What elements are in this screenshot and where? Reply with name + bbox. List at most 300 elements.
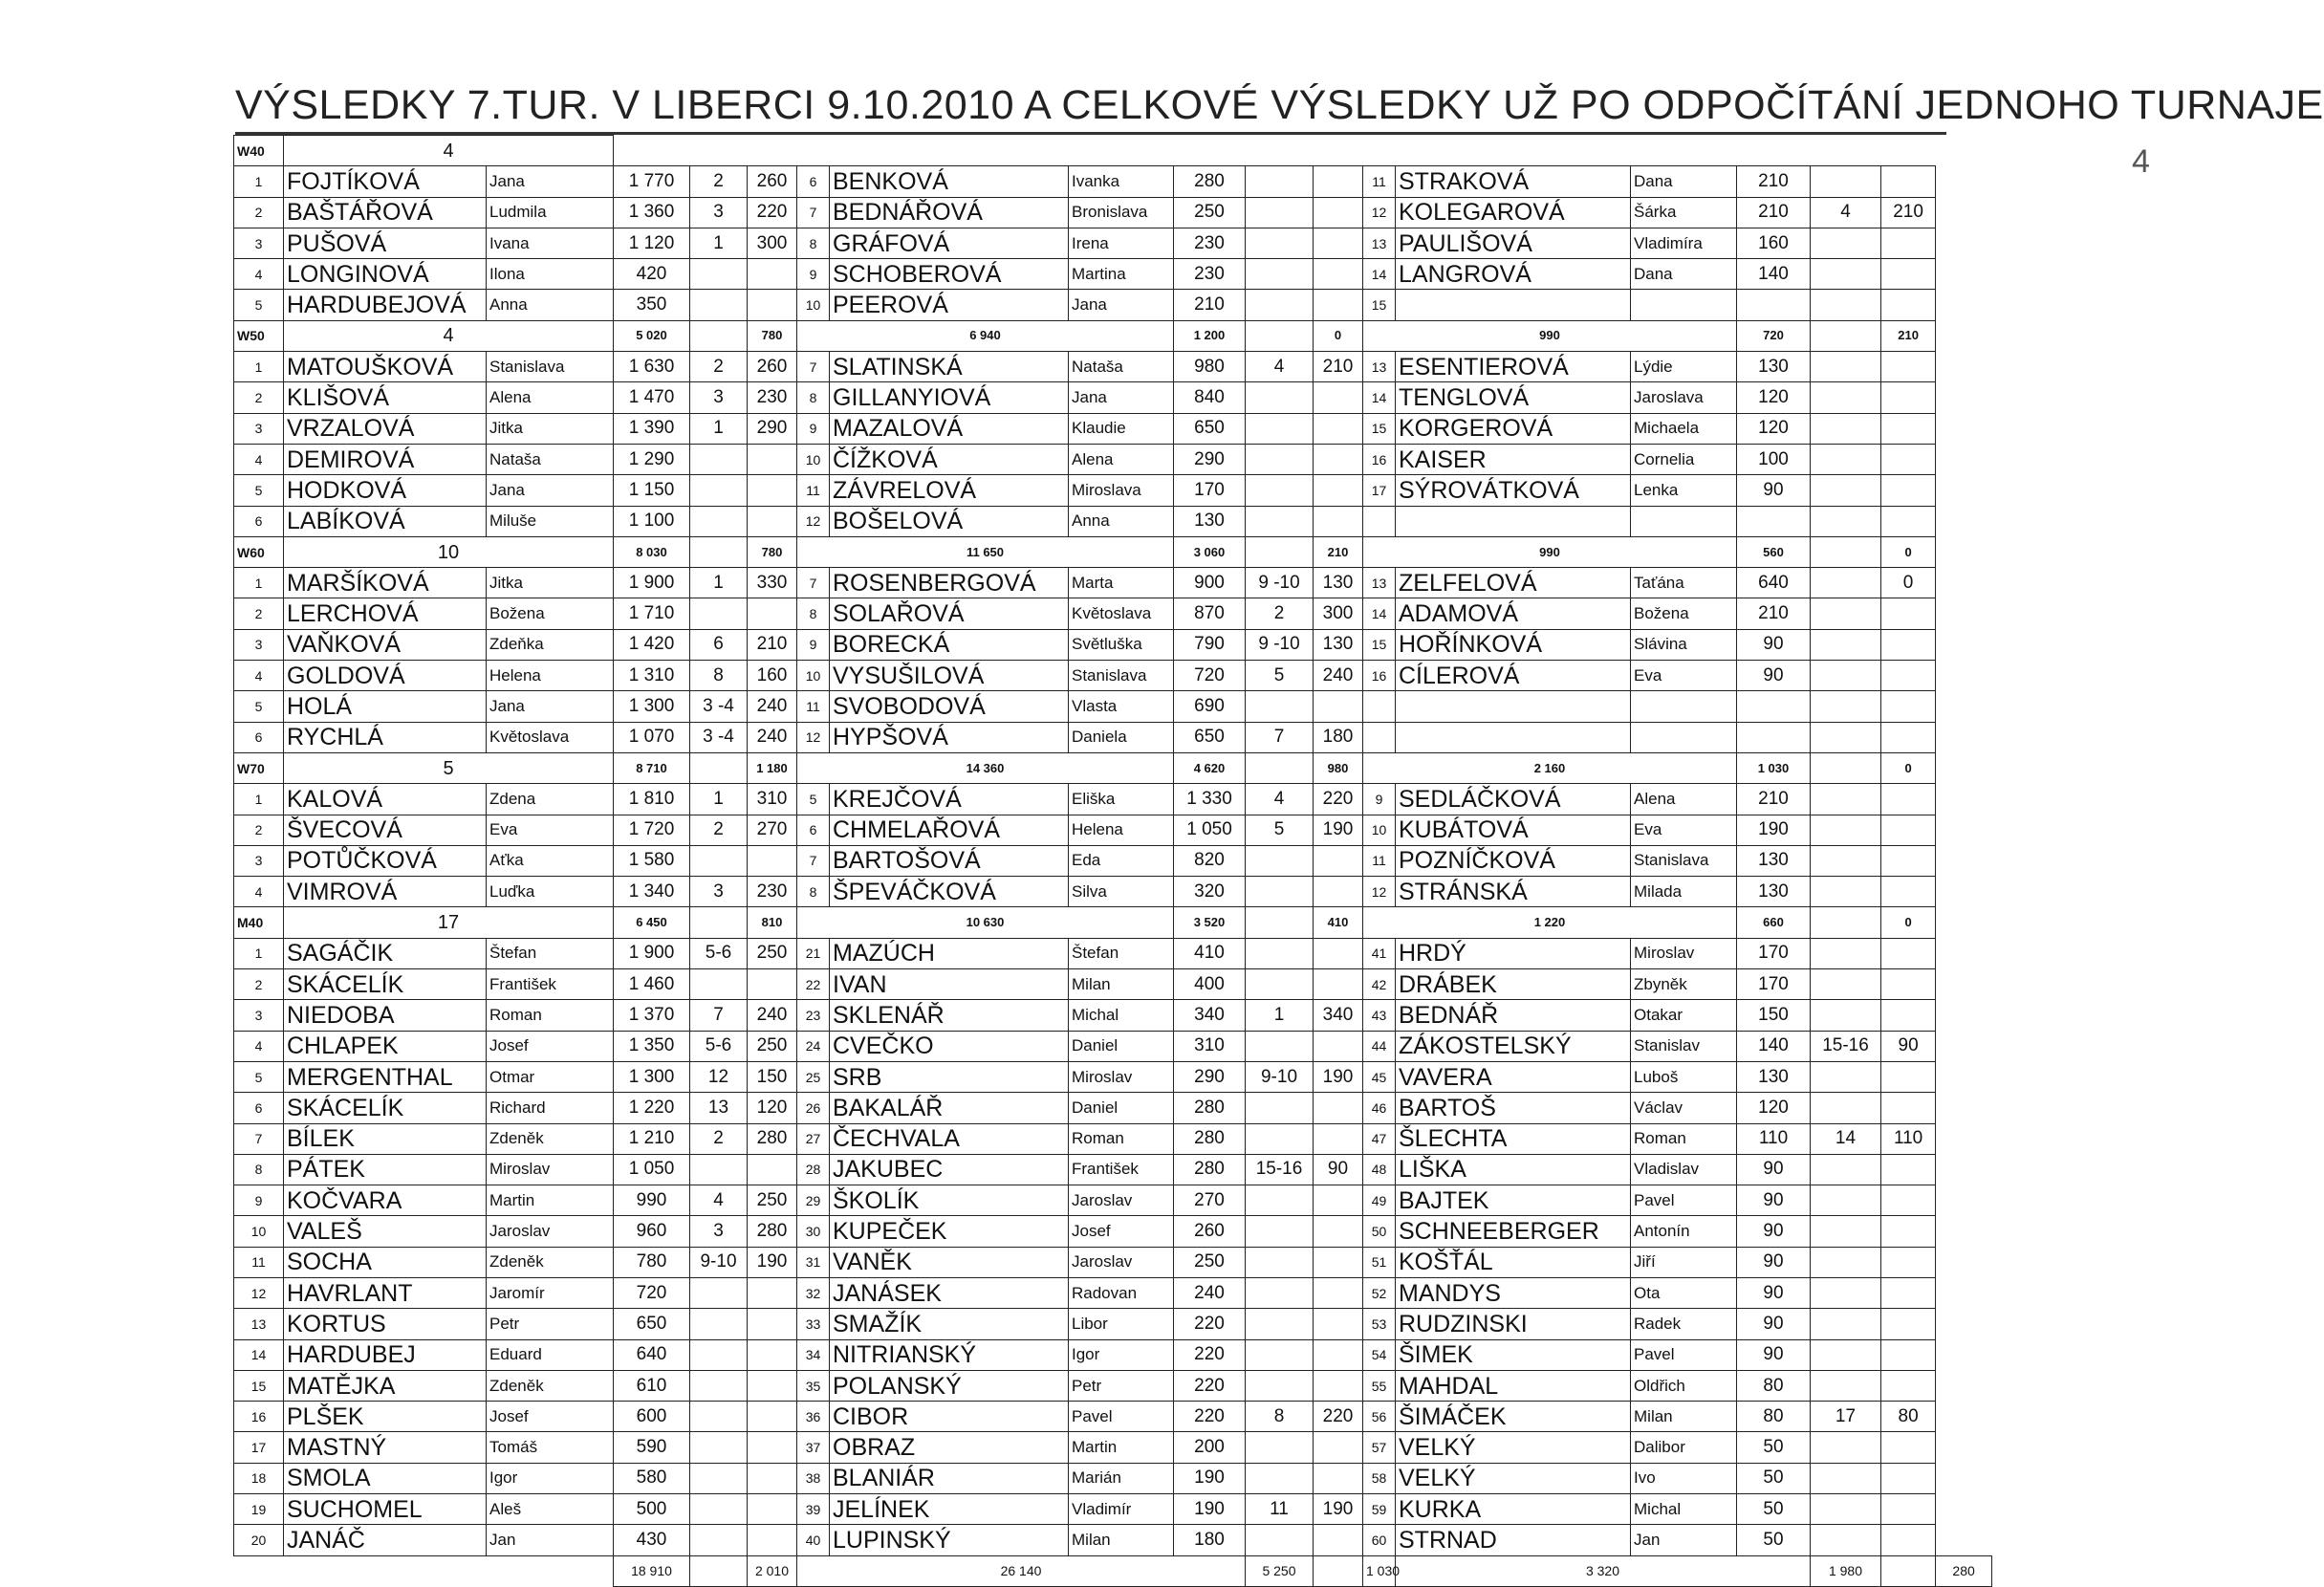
- cell-total-points: 190: [1737, 815, 1811, 845]
- cell-tournament-points: 130: [1314, 629, 1363, 660]
- cell-tournament-points: 190: [748, 1247, 797, 1277]
- cell-tournament-place: [1246, 444, 1314, 474]
- cell-total-points: 650: [614, 1309, 690, 1339]
- player-row: [234, 506, 1992, 536]
- cell-first-name: Alena: [1631, 784, 1737, 815]
- cell-total-points: 90: [1737, 1185, 1811, 1216]
- cell-total-points: 260: [1174, 1216, 1246, 1247]
- cell-rank: 53: [1363, 1309, 1396, 1339]
- cell-first-name: Stanislava: [1631, 845, 1737, 876]
- category-summary-row: [234, 752, 1992, 783]
- cell-surname: SUCHOMEL: [284, 1494, 487, 1525]
- cell-first-name: Jitka: [487, 568, 614, 598]
- cell-tournament-points: [1314, 1463, 1363, 1493]
- cell-rank: [1363, 722, 1396, 752]
- cell-total-points: 340: [1174, 1000, 1246, 1031]
- category-count: 17: [284, 907, 614, 938]
- cell-first-name: Jan: [1631, 1525, 1737, 1555]
- cell-tournament-place: [1246, 845, 1314, 876]
- cell-tournament-points: 90: [1881, 1031, 1936, 1061]
- cell-rank: 13: [1363, 352, 1396, 382]
- cell-first-name: Luďka: [487, 877, 614, 907]
- cell-tournament-place: 9 -10: [1246, 629, 1314, 660]
- cell-first-name: Martin: [1069, 1432, 1174, 1463]
- cell-tournament-points: [1314, 506, 1363, 536]
- cell-first-name: Eva: [1631, 661, 1737, 691]
- cell-rank: 27: [797, 1123, 830, 1154]
- cell-surname: RUDZINSKI: [1396, 1309, 1631, 1339]
- cell-surname: VALEŠ: [284, 1216, 487, 1247]
- player-row: [234, 1309, 1992, 1339]
- player-row: [234, 629, 1992, 660]
- cell-tournament-points: 270: [748, 815, 797, 845]
- cell-tournament-place: [1246, 1093, 1314, 1123]
- cell-rank: 20: [234, 1525, 284, 1555]
- cell-surname: PEEROVÁ: [830, 290, 1069, 320]
- category-count: 4: [284, 136, 614, 166]
- cell-total-points: 600: [614, 1402, 690, 1432]
- cell-tournament-place: 15-16: [1246, 1154, 1314, 1185]
- summary-empty: [1811, 536, 1881, 567]
- summary-value: 8 030: [614, 536, 690, 567]
- cell-first-name: Ludmila: [487, 197, 614, 228]
- summary-value: 14 360: [797, 752, 1174, 783]
- cell-tournament-place: [1246, 1185, 1314, 1216]
- cell-total-points: 90: [1737, 661, 1811, 691]
- cell-rank: 7: [797, 568, 830, 598]
- cell-first-name: Josef: [487, 1402, 614, 1432]
- cell-tournament-points: 0: [1881, 568, 1936, 598]
- total-value: 3 320: [1396, 1555, 1811, 1586]
- cell-tournament-place: 8: [1246, 1402, 1314, 1432]
- cell-tournament-points: [1881, 845, 1936, 876]
- cell-first-name: Cornelia: [1631, 444, 1737, 474]
- cell-total-points: 220: [1174, 1402, 1246, 1432]
- cell-first-name: Vladimír: [1069, 1494, 1174, 1525]
- cell-rank: 9: [797, 413, 830, 444]
- cell-tournament-place: [690, 1370, 748, 1401]
- cell-rank: 8: [797, 877, 830, 907]
- cell-rank: 9: [797, 259, 830, 290]
- cell-tournament-place: 5: [1246, 815, 1314, 845]
- cell-total-points: 790: [1174, 629, 1246, 660]
- cell-rank: 19: [234, 1494, 284, 1525]
- cell-tournament-place: 4: [690, 1185, 748, 1216]
- cell-first-name: František: [1069, 1154, 1174, 1185]
- cell-first-name: Pavel: [1069, 1402, 1174, 1432]
- cell-total-points: 210: [1737, 197, 1811, 228]
- cell-surname: SKÁCELÍK: [284, 1093, 487, 1123]
- cell-surname: MATOUŠKOVÁ: [284, 352, 487, 382]
- cell-rank: 2: [234, 598, 284, 629]
- cell-surname: PAULIŠOVÁ: [1396, 228, 1631, 258]
- cell-rank: 60: [1363, 1525, 1396, 1555]
- cell-tournament-place: 1: [690, 568, 748, 598]
- cell-first-name: Eda: [1069, 845, 1174, 876]
- cell-rank: 48: [1363, 1154, 1396, 1185]
- cell-first-name: Miroslav: [1069, 1061, 1174, 1092]
- cell-surname: KORGEROVÁ: [1396, 413, 1631, 444]
- cell-first-name: Daniel: [1069, 1031, 1174, 1061]
- cell-tournament-points: [748, 506, 797, 536]
- cell-first-name: Štefan: [1069, 938, 1174, 968]
- cell-surname: DEMIROVÁ: [284, 444, 487, 474]
- cell-rank: 8: [797, 382, 830, 413]
- cell-total-points: 230: [1174, 228, 1246, 258]
- cell-first-name: Josef: [487, 1031, 614, 1061]
- cell-tournament-points: 120: [748, 1093, 797, 1123]
- summary-empty: [690, 752, 748, 783]
- cell-surname: BAKALÁŘ: [830, 1093, 1069, 1123]
- cell-tournament-place: [1811, 568, 1881, 598]
- cell-total-points: 1 050: [614, 1154, 690, 1185]
- cell-total-points: 130: [1737, 845, 1811, 876]
- cell-rank: 3: [234, 1000, 284, 1031]
- cell-tournament-place: [1246, 506, 1314, 536]
- cell-rank: 3: [234, 845, 284, 876]
- cell-first-name: Richard: [487, 1093, 614, 1123]
- player-row: [234, 1370, 1992, 1401]
- cell-total-points: 210: [1737, 166, 1811, 197]
- cell-surname: SVOBODOVÁ: [830, 691, 1069, 722]
- cell-tournament-place: [690, 845, 748, 876]
- cell-rank: 16: [1363, 444, 1396, 474]
- cell-first-name: Jitka: [487, 413, 614, 444]
- player-row: [234, 815, 1992, 845]
- cell-tournament-place: [1811, 1432, 1881, 1463]
- cell-surname: BOŠELOVÁ: [830, 506, 1069, 536]
- cell-total-points: 310: [1174, 1031, 1246, 1061]
- cell-rank: 10: [797, 290, 830, 320]
- cell-surname: SKÁCELÍK: [284, 969, 487, 1000]
- cell-surname: BORECKÁ: [830, 629, 1069, 660]
- cell-first-name: Dana: [1631, 166, 1737, 197]
- cell-first-name: Nataša: [1069, 352, 1174, 382]
- cell-total-points: 1 390: [614, 413, 690, 444]
- cell-first-name: [1631, 691, 1737, 722]
- cell-total-points: 840: [1174, 382, 1246, 413]
- cell-tournament-place: [1246, 1216, 1314, 1247]
- cell-total-points: 1 330: [1174, 784, 1246, 815]
- cell-total-points: 420: [614, 259, 690, 290]
- cell-tournament-place: 4: [1246, 352, 1314, 382]
- cell-tournament-points: [1881, 1061, 1936, 1092]
- cell-surname: JELÍNEK: [830, 1494, 1069, 1525]
- cell-tournament-place: [1246, 1525, 1314, 1555]
- cell-tournament-place: 2: [690, 166, 748, 197]
- cell-surname: VAŇKOVÁ: [284, 629, 487, 660]
- cell-total-points: 720: [614, 1277, 690, 1308]
- cell-tournament-points: [1314, 845, 1363, 876]
- player-row: [234, 1494, 1992, 1525]
- cell-first-name: Václav: [1631, 1093, 1737, 1123]
- cell-surname: HAVRLANT: [284, 1277, 487, 1308]
- cell-first-name: [1631, 506, 1737, 536]
- cell-tournament-points: 300: [748, 228, 797, 258]
- cell-total-points: 350: [614, 290, 690, 320]
- cell-rank: 7: [234, 1123, 284, 1154]
- cell-first-name: Jana: [487, 475, 614, 506]
- cell-surname: VAVERA: [1396, 1061, 1631, 1092]
- cell-total-points: 210: [1737, 784, 1811, 815]
- cell-first-name: Radovan: [1069, 1277, 1174, 1308]
- cell-first-name: Daniel: [1069, 1093, 1174, 1123]
- cell-rank: 29: [797, 1185, 830, 1216]
- cell-tournament-place: [1811, 629, 1881, 660]
- cell-rank: 2: [234, 815, 284, 845]
- cell-total-points: 80: [1737, 1402, 1811, 1432]
- player-row: [234, 1339, 1992, 1370]
- cell-tournament-points: 290: [748, 413, 797, 444]
- cell-total-points: 280: [1174, 1154, 1246, 1185]
- cell-total-points: 1 050: [1174, 815, 1246, 845]
- cell-surname: KORTUS: [284, 1309, 487, 1339]
- cell-rank: 4: [234, 444, 284, 474]
- cell-total-points: 90: [1737, 1309, 1811, 1339]
- cell-total-points: 140: [1737, 1031, 1811, 1061]
- cell-first-name: Marián: [1069, 1463, 1174, 1493]
- cell-rank: 42: [1363, 969, 1396, 1000]
- cell-rank: 10: [797, 444, 830, 474]
- cell-first-name: Anna: [1069, 506, 1174, 536]
- cell-total-points: 1 630: [614, 352, 690, 382]
- cell-surname: BAJTEK: [1396, 1185, 1631, 1216]
- total-value: 280: [1936, 1555, 1992, 1586]
- cell-surname: SOCHA: [284, 1247, 487, 1277]
- cell-tournament-place: [690, 1309, 748, 1339]
- cell-rank: 36: [797, 1402, 830, 1432]
- cell-tournament-place: [690, 506, 748, 536]
- player-row: [234, 228, 1992, 258]
- cell-total-points: 280: [1174, 1123, 1246, 1154]
- cell-tournament-place: 1: [1246, 1000, 1314, 1031]
- category-code: W40: [234, 136, 284, 166]
- totals-empty: [690, 1555, 748, 1586]
- cell-rank: 50: [1363, 1216, 1396, 1247]
- cell-first-name: Miroslava: [1069, 475, 1174, 506]
- cell-tournament-place: [1811, 1185, 1881, 1216]
- player-row: [234, 1402, 1992, 1432]
- cell-tournament-points: 230: [748, 877, 797, 907]
- cell-total-points: 640: [614, 1339, 690, 1370]
- cell-total-points: 290: [1174, 444, 1246, 474]
- cell-tournament-place: [1811, 1277, 1881, 1308]
- cell-rank: 2: [234, 197, 284, 228]
- cell-tournament-points: [748, 969, 797, 1000]
- cell-total-points: 210: [1174, 290, 1246, 320]
- cell-total-points: 90: [1737, 629, 1811, 660]
- cell-surname: [1396, 290, 1631, 320]
- cell-tournament-points: [1314, 1525, 1363, 1555]
- cell-tournament-points: 190: [1314, 1061, 1363, 1092]
- cell-tournament-place: 3 -4: [690, 722, 748, 752]
- cell-surname: KOLEGAROVÁ: [1396, 197, 1631, 228]
- player-row: [234, 1463, 1992, 1493]
- cell-tournament-points: 300: [1314, 598, 1363, 629]
- cell-first-name: Jaroslava: [1631, 382, 1737, 413]
- cell-tournament-place: [1811, 877, 1881, 907]
- cell-rank: 15: [234, 1370, 284, 1401]
- summary-value: 560: [1737, 536, 1811, 567]
- cell-surname: SÝROVÁTKOVÁ: [1396, 475, 1631, 506]
- cell-tournament-place: [1246, 691, 1314, 722]
- cell-tournament-points: [1314, 1247, 1363, 1277]
- cell-tournament-points: [1881, 413, 1936, 444]
- cell-surname: MAHDAL: [1396, 1370, 1631, 1401]
- cell-surname: PÁTEK: [284, 1154, 487, 1185]
- cell-tournament-place: [1246, 475, 1314, 506]
- cell-first-name: Milan: [1069, 969, 1174, 1000]
- cell-rank: 8: [234, 1154, 284, 1185]
- cell-tournament-place: [1246, 166, 1314, 197]
- cell-total-points: 140: [1737, 259, 1811, 290]
- cell-first-name: Slávina: [1631, 629, 1737, 660]
- player-row: [234, 1154, 1992, 1185]
- summary-value: 6 940: [797, 320, 1174, 351]
- cell-total-points: 90: [1737, 1216, 1811, 1247]
- cell-total-points: 1 070: [614, 722, 690, 752]
- category-code: W60: [234, 536, 284, 567]
- cell-tournament-points: [748, 1154, 797, 1185]
- cell-surname: HYPŠOVÁ: [830, 722, 1069, 752]
- summary-empty: [690, 907, 748, 938]
- player-row: [234, 382, 1992, 413]
- category-header-row: [234, 136, 1992, 166]
- cell-rank: 46: [1363, 1093, 1396, 1123]
- cell-rank: 22: [797, 969, 830, 1000]
- cell-first-name: Jana: [1069, 290, 1174, 320]
- cell-total-points: 120: [1737, 1093, 1811, 1123]
- cell-total-points: 1 350: [614, 1031, 690, 1061]
- cell-tournament-points: 190: [1314, 815, 1363, 845]
- cell-surname: BEDNÁŘ: [1396, 1000, 1631, 1031]
- page-title: VÝSLEDKY 7.TUR. V LIBERCI 9.10.2010 A CELKOVÉ VÝSLEDKY UŽ PO ODPOČÍTÁNÍ JEDNOHO TURNAJE: [235, 78, 1946, 135]
- cell-surname: BLANIÁR: [830, 1463, 1069, 1493]
- cell-total-points: 870: [1174, 598, 1246, 629]
- cell-total-points: 1 420: [614, 629, 690, 660]
- cell-surname: HOŘÍNKOVÁ: [1396, 629, 1631, 660]
- cell-rank: 54: [1363, 1339, 1396, 1370]
- cell-surname: KUPEČEK: [830, 1216, 1069, 1247]
- cell-tournament-place: 9-10: [690, 1247, 748, 1277]
- cell-total-points: 170: [1737, 969, 1811, 1000]
- cell-surname: JANÁČ: [284, 1525, 487, 1555]
- summary-value: 0: [1881, 536, 1936, 567]
- cell-first-name: Ivana: [487, 228, 614, 258]
- summary-value: 3 520: [1174, 907, 1246, 938]
- cell-rank: 12: [1363, 877, 1396, 907]
- cell-first-name: Roman: [487, 1000, 614, 1031]
- summary-value: 2 160: [1363, 752, 1737, 783]
- cell-tournament-place: [1811, 1154, 1881, 1185]
- cell-rank: 15: [1363, 629, 1396, 660]
- player-row: [234, 352, 1992, 382]
- cell-rank: 9: [234, 1185, 284, 1216]
- cell-rank: 41: [1363, 938, 1396, 968]
- cell-tournament-points: [1881, 1093, 1936, 1123]
- cell-first-name: Oldřich: [1631, 1370, 1737, 1401]
- player-row: [234, 1031, 1992, 1061]
- cell-first-name: Milan: [1631, 1402, 1737, 1432]
- player-row: [234, 475, 1992, 506]
- cell-surname: ŠVECOVÁ: [284, 815, 487, 845]
- cell-surname: MASTNÝ: [284, 1432, 487, 1463]
- cell-rank: 12: [797, 506, 830, 536]
- cell-first-name: Jaroslav: [1069, 1247, 1174, 1277]
- cell-tournament-place: 1: [690, 228, 748, 258]
- cell-rank: 5: [234, 1061, 284, 1092]
- cell-total-points: 290: [1174, 1061, 1246, 1092]
- cell-total-points: 1 810: [614, 784, 690, 815]
- player-row: [234, 691, 1992, 722]
- category-count: 10: [284, 536, 614, 567]
- cell-tournament-points: [1314, 691, 1363, 722]
- cell-tournament-points: [1881, 1525, 1936, 1555]
- category-summary-row: [234, 320, 1992, 351]
- cell-tournament-place: [1246, 290, 1314, 320]
- cell-first-name: Anna: [487, 290, 614, 320]
- cell-tournament-place: 3: [690, 382, 748, 413]
- category-summary-row: [234, 536, 1992, 567]
- cell-tournament-points: 280: [748, 1216, 797, 1247]
- cell-tournament-place: [1811, 598, 1881, 629]
- cell-surname: KAISER: [1396, 444, 1631, 474]
- cell-surname: KOŠŤÁL: [1396, 1247, 1631, 1277]
- cell-tournament-place: [690, 259, 748, 290]
- cell-first-name: Lýdie: [1631, 352, 1737, 382]
- cell-first-name: Irena: [1069, 228, 1174, 258]
- cell-rank: 12: [234, 1277, 284, 1308]
- cell-rank: 1: [234, 166, 284, 197]
- cell-tournament-points: [1314, 290, 1363, 320]
- cell-rank: 1: [234, 352, 284, 382]
- cell-tournament-place: 6: [690, 629, 748, 660]
- cell-tournament-points: 250: [748, 1031, 797, 1061]
- cell-tournament-points: [1881, 1463, 1936, 1493]
- cell-total-points: 170: [1174, 475, 1246, 506]
- summary-value: 0: [1881, 907, 1936, 938]
- cell-tournament-points: 220: [1314, 1402, 1363, 1432]
- cell-surname: HOLÁ: [284, 691, 487, 722]
- cell-first-name: Alena: [487, 382, 614, 413]
- cell-total-points: 1 220: [614, 1093, 690, 1123]
- cell-total-points: 1 300: [614, 1061, 690, 1092]
- cell-rank: 14: [1363, 598, 1396, 629]
- cell-tournament-place: [690, 290, 748, 320]
- player-row: [234, 259, 1992, 290]
- cell-first-name: Helena: [1069, 815, 1174, 845]
- cell-rank: 1: [234, 938, 284, 968]
- cell-surname: ZELFELOVÁ: [1396, 568, 1631, 598]
- cell-tournament-points: 240: [748, 722, 797, 752]
- cell-first-name: Jaromír: [487, 1277, 614, 1308]
- cell-surname: VRZALOVÁ: [284, 413, 487, 444]
- cell-tournament-place: [690, 598, 748, 629]
- cell-surname: LIŠKA: [1396, 1154, 1631, 1185]
- cell-tournament-points: [1314, 877, 1363, 907]
- cell-first-name: Martina: [1069, 259, 1174, 290]
- cell-rank: 18: [234, 1463, 284, 1493]
- cell-rank: 52: [1363, 1277, 1396, 1308]
- cell-tournament-place: 2: [690, 1123, 748, 1154]
- cell-tournament-place: [1811, 444, 1881, 474]
- cell-first-name: Michal: [1631, 1494, 1737, 1525]
- cell-total-points: 1 120: [614, 228, 690, 258]
- cell-first-name: Igor: [487, 1463, 614, 1493]
- cell-total-points: 230: [1174, 259, 1246, 290]
- cell-first-name: Otmar: [487, 1061, 614, 1092]
- cell-tournament-place: [1246, 1309, 1314, 1339]
